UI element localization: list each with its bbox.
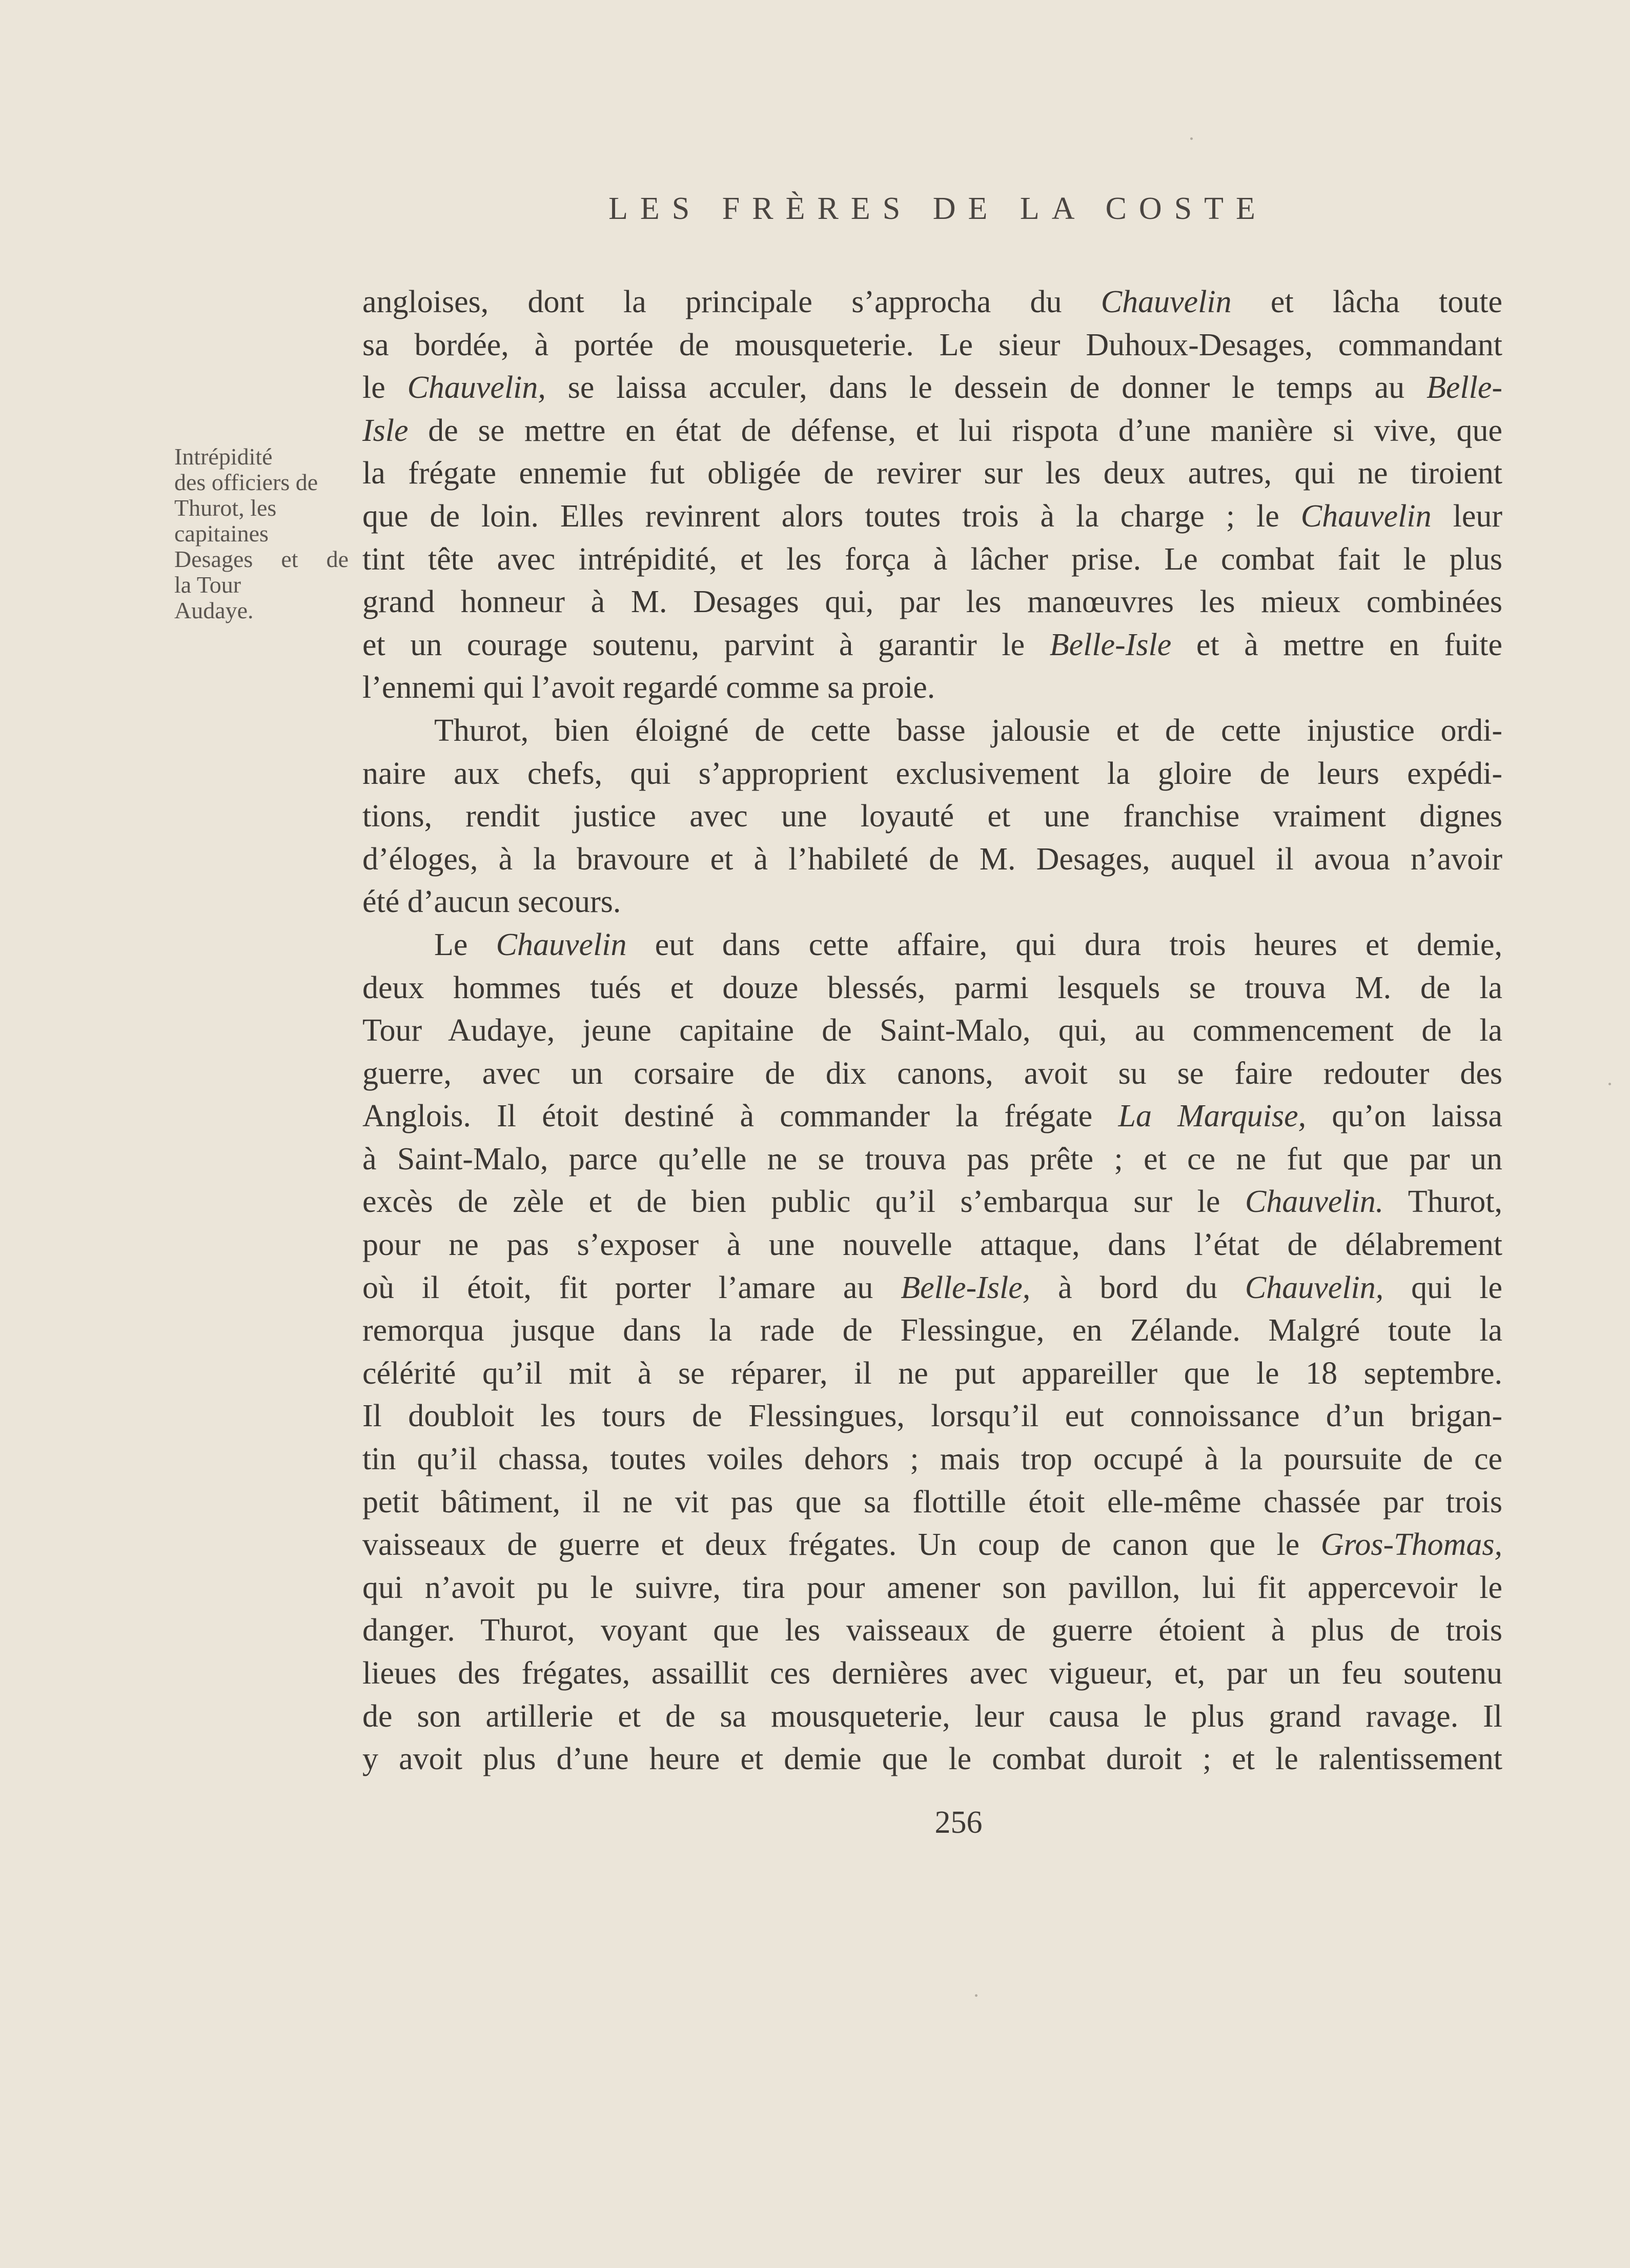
- italic-text: Belle-Isle,: [901, 1270, 1031, 1305]
- paper-speck: [1190, 137, 1193, 140]
- text-line: [362, 1224, 1502, 1267]
- italic-text: La Marquise,: [1118, 1099, 1307, 1134]
- text-line: [362, 581, 1502, 624]
- text-segment: Le: [434, 927, 496, 962]
- margin-note-line: Audaye.: [174, 597, 254, 623]
- text-segment: et à mettre en fuite: [1171, 627, 1502, 662]
- text-segment: qui le: [1383, 1270, 1502, 1305]
- text-line: [362, 967, 1502, 1010]
- text-segment: tint tête avec intrépidité, et les força à lâcher prise. Le combat fait le plus: [362, 541, 1502, 577]
- text-segment: qu’on laissa: [1306, 1099, 1502, 1134]
- text-segment: naire aux chefs, qui s’approprient exclusivement la gloire de leurs expédi-: [362, 756, 1502, 791]
- text-line: [362, 410, 1502, 453]
- text-line: [362, 924, 1502, 967]
- margin-note-line: des officiers de: [174, 469, 318, 495]
- text-line: [362, 1438, 1502, 1481]
- text-segment: guerre, avec un corsaire de dix canons, avoit su se faire redouter des: [362, 1056, 1502, 1091]
- text-segment: Il doubloit les tours de Flessingues, lorsqu’il eut connoissance d’un brigan-: [362, 1399, 1502, 1434]
- margin-note-line: Thurot, les: [174, 495, 277, 521]
- text-segment: pour ne pas s’exposer à une nouvelle attaque, dans l’état de délabrement: [362, 1227, 1502, 1263]
- italic-text: Chauvelin.: [1245, 1184, 1384, 1220]
- text-segment: d’éloges, à la bravoure et à l’habileté de M. Desages, auquel il avoua n’avoir: [362, 841, 1502, 877]
- italic-text: Chauvelin: [1101, 285, 1232, 319]
- text-line: [362, 1652, 1502, 1695]
- paper-speck: [975, 1994, 977, 1997]
- margin-note-line: la Tour: [174, 572, 241, 598]
- italic-text: Chauvelin: [496, 927, 627, 962]
- text-segment: à Saint-Malo, parce qu’elle ne se trouva pas prête ; et ce ne fut que par un: [362, 1141, 1502, 1177]
- text-line: [362, 1138, 1502, 1181]
- italic-text: Belle-Isle: [1049, 627, 1172, 662]
- text-segment: Tour Audaye, jeune capitaine de Saint-Malo, qui, au commencement de la: [362, 1013, 1502, 1048]
- text-segment: l’ennemi qui l’avoit regardé comme sa proie.: [362, 670, 935, 705]
- body-text: [362, 281, 1502, 1781]
- text-segment: vaisseaux de guerre et deux frégates. Un coup de canon que le: [362, 1527, 1321, 1563]
- text-line: [362, 710, 1502, 753]
- text-line: [362, 1567, 1502, 1610]
- text-segment: remorqua jusque dans la rade de Flessingue, en Zélande. Malgré toute la: [362, 1313, 1502, 1348]
- text-segment: petit bâtiment, il ne vit pas que sa flottille étoit elle-même chassée par trois: [362, 1484, 1502, 1520]
- text-line: [362, 1695, 1502, 1738]
- text-line: [362, 538, 1502, 581]
- text-segment: qui n’avoit pu le suivre, tira pour amener son pavillon, lui fit appercevoir le: [362, 1570, 1502, 1605]
- text-line: [362, 1309, 1502, 1352]
- text-segment: sa bordée, à portée de mousqueterie. Le sieur Duhoux-Desages, commandant: [362, 327, 1502, 362]
- text-line: [362, 1524, 1502, 1567]
- italic-text: Chauvelin,: [1245, 1270, 1384, 1305]
- italic-text: Chauvelin,: [407, 370, 546, 406]
- text-line: [362, 1481, 1502, 1524]
- margin-note-line: Intrépidité: [174, 443, 273, 470]
- margin-note-line: Desages et de: [174, 546, 349, 572]
- text-segment: célérité qu’il mit à se réparer, il ne put appareiller que le 18 septembre.: [362, 1355, 1502, 1391]
- text-line: [362, 1352, 1502, 1395]
- text-line: [362, 624, 1502, 667]
- text-segment: eut dans cette affaire, qui dura trois heures et demie,: [626, 927, 1502, 962]
- text-segment: danger. Thurot, voyant que les vaisseaux de guerre étoient à plus de trois: [362, 1613, 1502, 1648]
- text-line: [362, 324, 1502, 367]
- text-segment: à bord du: [1030, 1270, 1245, 1305]
- text-segment: la frégate ennemie fut obligée de revirer sur les deux autres, qui ne tiroient: [362, 456, 1502, 491]
- text-line: [362, 1009, 1502, 1052]
- text-line: [362, 452, 1502, 495]
- text-line: [362, 1267, 1502, 1310]
- text-segment: le: [362, 370, 408, 406]
- text-line: [362, 795, 1502, 838]
- text-line: [362, 367, 1502, 410]
- text-line: [362, 1095, 1502, 1138]
- paper-speck: [1608, 1083, 1611, 1085]
- text-segment: angloises, dont la principale s’approcha du: [362, 285, 1101, 319]
- text-segment: grand honneur à M. Desages qui, par les manœuvres les mieux combinées: [362, 584, 1502, 620]
- italic-text: Belle-: [1426, 370, 1502, 406]
- running-head: LES FRÈRES DE LA COSTE: [608, 191, 1268, 226]
- margin-note: [174, 444, 349, 623]
- text-line: [362, 838, 1502, 881]
- text-line: [362, 1052, 1502, 1096]
- margin-note-line: capitaines: [174, 520, 269, 546]
- text-segment: que de loin. Elles revinrent alors toutes trois à la charge ; le: [362, 498, 1301, 534]
- text-line: [362, 1395, 1502, 1438]
- text-line: [362, 495, 1502, 538]
- text-segment: Anglois. Il étoit destiné à commander la frégate: [362, 1099, 1118, 1134]
- text-segment: y avoit plus d’une heure et demie que le combat duroit ; et le ralentissement: [362, 1741, 1502, 1777]
- text-segment: se laissa acculer, dans le dessein de donner le temps au: [545, 370, 1427, 406]
- text-segment: Thurot,: [1383, 1184, 1502, 1220]
- text-line: [362, 881, 1502, 924]
- text-segment: tions, rendit justice avec une loyauté et une franchise vraiment dignes: [362, 799, 1502, 834]
- text-line: [362, 281, 1502, 324]
- text-segment: excès de zèle et de bien public qu’il s’embarqua sur le: [362, 1184, 1245, 1220]
- text-segment: et lâcha toute: [1231, 285, 1502, 319]
- italic-text: Isle: [362, 413, 409, 448]
- text-segment: lieues des frégates, assaillit ces dernières avec vigueur, et, par un feu soutenu: [362, 1656, 1502, 1691]
- text-segment: tin qu’il chassa, toutes voiles dehors ; mais trop occupé à la poursuite de ce: [362, 1442, 1502, 1477]
- text-line: [362, 1738, 1502, 1781]
- text-line: [362, 753, 1502, 796]
- text-segment: de son artillerie et de sa mousqueterie, leur causa le plus grand ravage. Il: [362, 1698, 1502, 1734]
- text-segment: leur: [1431, 498, 1502, 534]
- italic-text: Gros-Thomas,: [1320, 1527, 1502, 1563]
- text-segment: et un courage soutenu, parvint à garantir le: [362, 627, 1050, 662]
- text-segment: où il étoit, fit porter l’amare au: [362, 1270, 901, 1305]
- text-line: [362, 666, 1502, 710]
- text-line: [362, 1181, 1502, 1224]
- page-number: 256: [934, 1805, 983, 1840]
- text-segment: Thurot, bien éloigné de cette basse jalousie et de cette injustice ordi-: [434, 713, 1502, 748]
- text-segment: été d’aucun secours.: [362, 884, 621, 920]
- text-line: [362, 1609, 1502, 1652]
- text-segment: de se mettre en état de défense, et lui rispota d’une manière si vive, que: [408, 413, 1502, 448]
- text-segment: deux hommes tués et douze blessés, parmi lesquels se trouva M. de la: [362, 970, 1502, 1005]
- italic-text: Chauvelin: [1300, 498, 1432, 534]
